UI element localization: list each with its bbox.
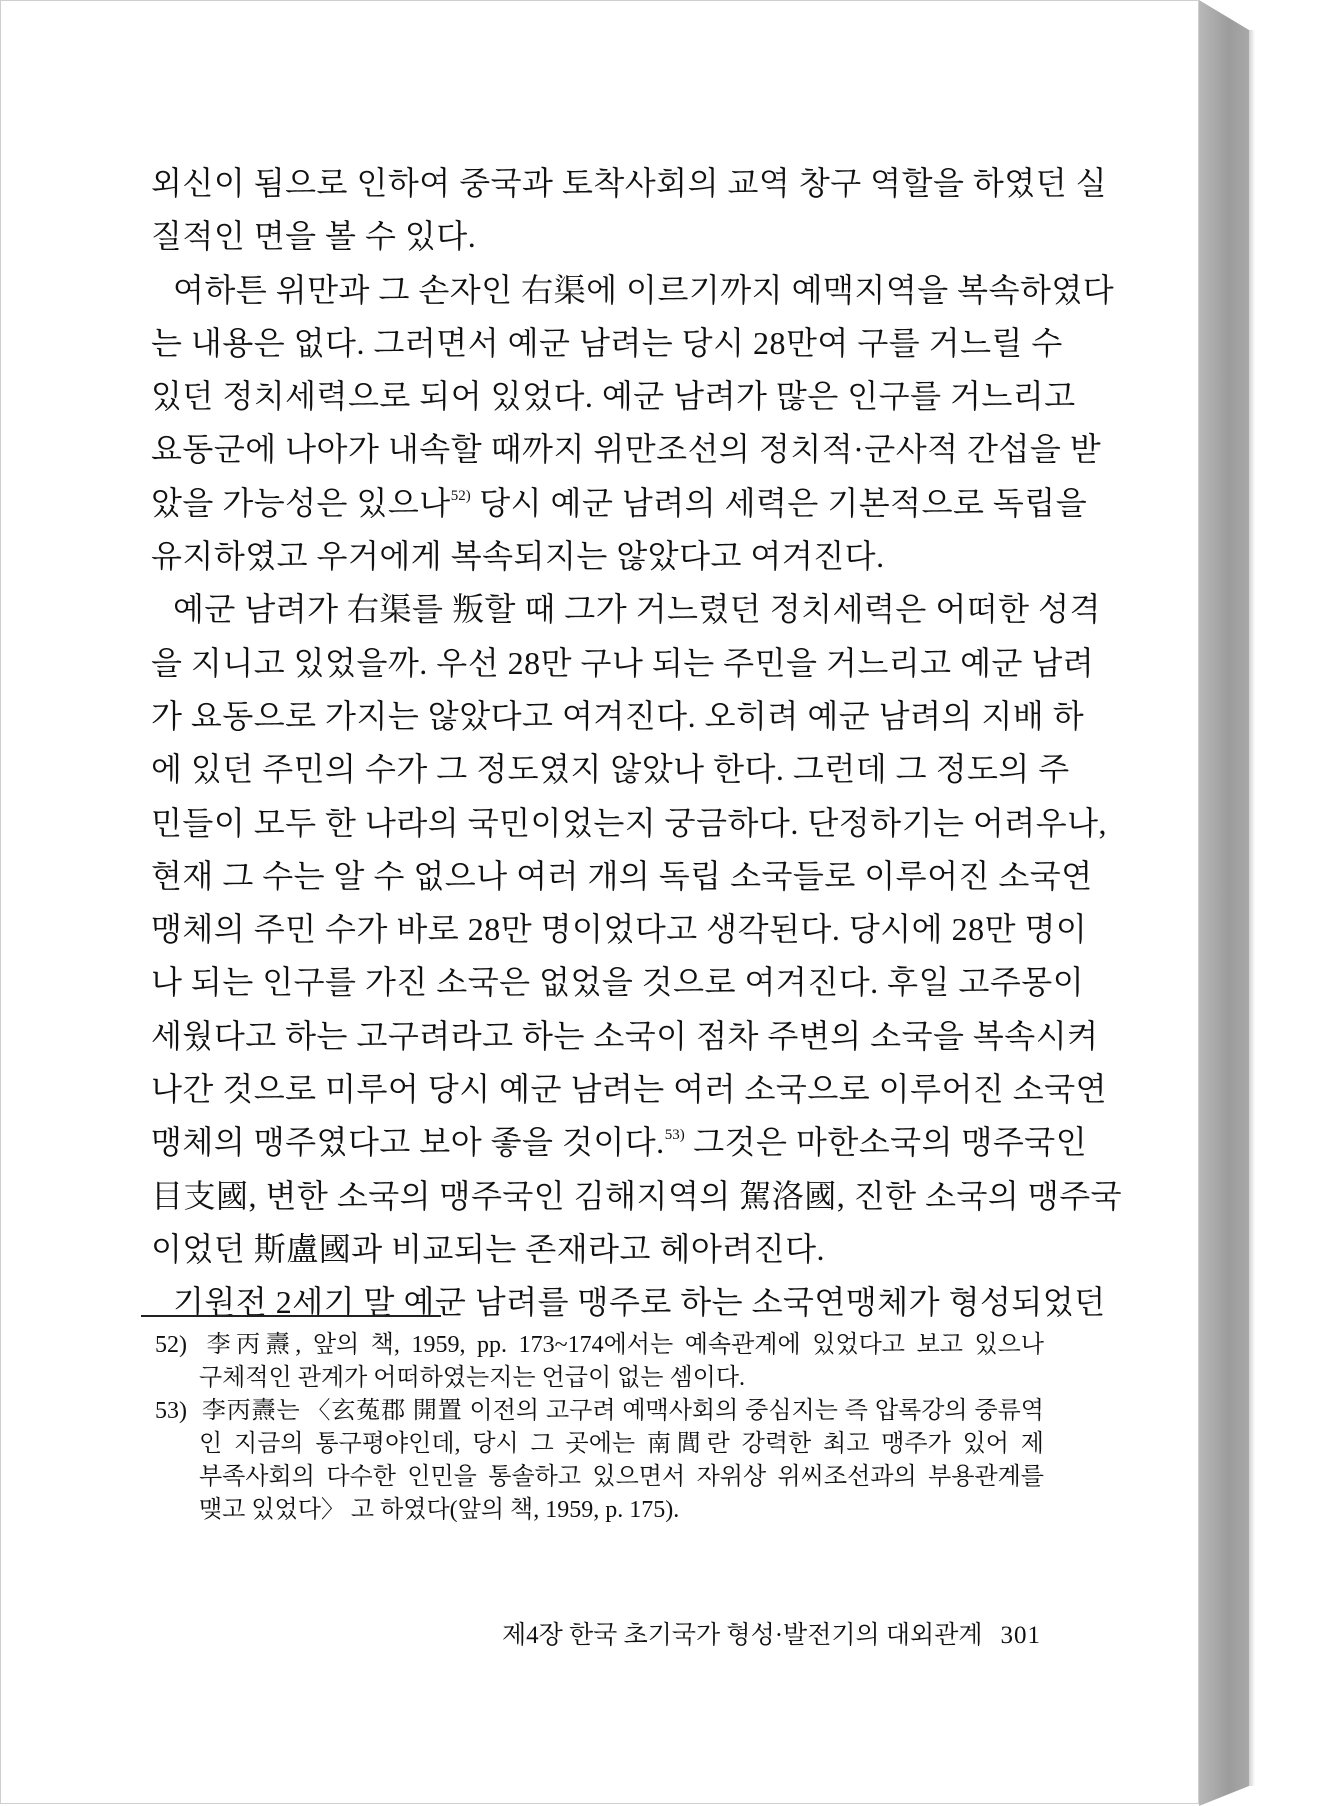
footnote-line: 부족사회의 다수한 인민을 통솔하고 있으면서 자위상 위씨조선과의 부용관계를 [199,1464,1044,1490]
body-line: 외신이 됨으로 인하여 중국과 토착사회의 교역 창구 역할을 하였던 실 [151,165,1108,201]
footnote-ref: 52) [450,487,471,504]
footnote-number: 53) [155,1398,187,1424]
body-line: 질적인 면을 볼 수 있다. [151,218,477,255]
body-text-segment: 았을 가능성은 있으나 [151,484,451,521]
footnote-number: 52) [155,1332,187,1358]
page-edge-shadow [1249,30,1255,1786]
body-line: 가 요동으로 가지는 않았다고 여겨진다. 오히려 예군 남려의 지배 하 [151,697,1085,734]
footnote-line [151,1395,1044,1428]
footnote-divider [141,1315,441,1317]
footnote-text: 李丙燾, 앞의 책, 1959, pp. 173~174에서는 예속관계에 있었다고 보고 있으나 [201,1332,1044,1358]
footnote-line: 구체적인 관계가 어떠하였는지는 언급이 없는 셈이다. [199,1365,746,1391]
footnote-ref: 53) [664,1127,685,1144]
footnote-line [151,1329,1044,1362]
body-line: 요동군에 나아가 내속할 때까지 위만조선의 정치적·군사적 간섭을 받 [151,431,1102,468]
body-line: 여하튼 위만과 그 손자인 右渠에 이르기까지 예맥지역을 복속하였다 [173,271,1115,308]
running-footer [481,1619,1041,1653]
footnote-line: 맺고 있었다〉 고 하였다(앞의 책, 1959, p. 175). [199,1497,680,1523]
body-line: 있던 정치세력으로 되어 있었다. 예군 남려가 많은 인구를 거느리고 [151,378,1076,415]
body-line: 유지하였고 우거에게 복속되지는 않았다고 여겨진다. [151,538,885,575]
body-text-segment: 그것은 마한소국의 맹주국인 [684,1124,1088,1161]
body-line: 나 되는 인구를 가진 소국은 없었을 것으로 여겨진다. 후일 고주몽이 [151,964,1085,1001]
page-edge [1199,0,1249,1806]
body-text-segment: 맹체의 맹주였다고 보아 좋을 것이다. [151,1124,665,1161]
page-number: 301 [1000,1622,1041,1649]
body-line: 기원전 2세기 말 예군 남려를 맹주로 하는 소국연맹체가 형성되었던 [173,1284,1106,1321]
body-line: 나간 것으로 미루어 당시 예군 남려는 여러 소국으로 이루어진 소국연 [151,1071,1108,1108]
body-line: 을 지니고 있었을까. 우선 28만 구나 되는 주민을 거느리고 예군 남려 [151,644,1095,681]
body-line: 현재 그 수는 알 수 없으나 여러 개의 독립 소국들로 이루어진 소국연 [151,857,1093,894]
body-line: 세웠다고 하는 고구려라고 하는 소국이 점차 주변의 소국을 복속시켜 [151,1017,1099,1054]
body-line: 는 내용은 없다. 그러면서 예군 남려는 당시 28만여 구를 거느릴 수 [151,324,1063,361]
body-text-segment: 당시 예군 남려의 세력은 기본적으로 독립을 [470,484,1088,521]
body-line: 민들이 모두 한 나라의 국민이었는지 궁금하다. 단정하기는 어려우나, [151,804,1108,841]
body-text [151,157,1123,1330]
body-line: 맹체의 주민 수가 바로 28만 명이었다고 생각된다. 당시에 28만 명이 [151,911,1088,948]
footnote-text: 李丙燾는 〈玄菟郡 開置 이전의 고구려 예맥사회의 중심지는 즉 압록강의 중류역 [201,1398,1044,1424]
footnotes [151,1329,1044,1527]
running-head: 제4장 한국 초기국가 형성·발전기의 대외관계 [501,1622,983,1649]
body-line: 目支國, 변한 소국의 맹주국인 김해지역의 駕洛國, 진한 소국의 맹주국 [151,1177,1123,1214]
body-line: 에 있던 주민의 수가 그 정도였지 않았나 한다. 그런데 그 정도의 주 [151,751,1070,788]
body-line [151,1116,1088,1169]
footnote-line: 인 지금의 통구평야인데, 당시 그 곳에는 南閭란 강력한 최고 맹주가 있어 제 [199,1431,1044,1457]
body-line [151,477,1088,530]
body-line: 예군 남려가 右渠를 叛할 때 그가 거느렸던 정치세력은 어떠한 성격 [173,591,1101,628]
body-line: 이었던 斯盧國과 비교되는 존재라고 헤아려진다. [151,1230,826,1267]
